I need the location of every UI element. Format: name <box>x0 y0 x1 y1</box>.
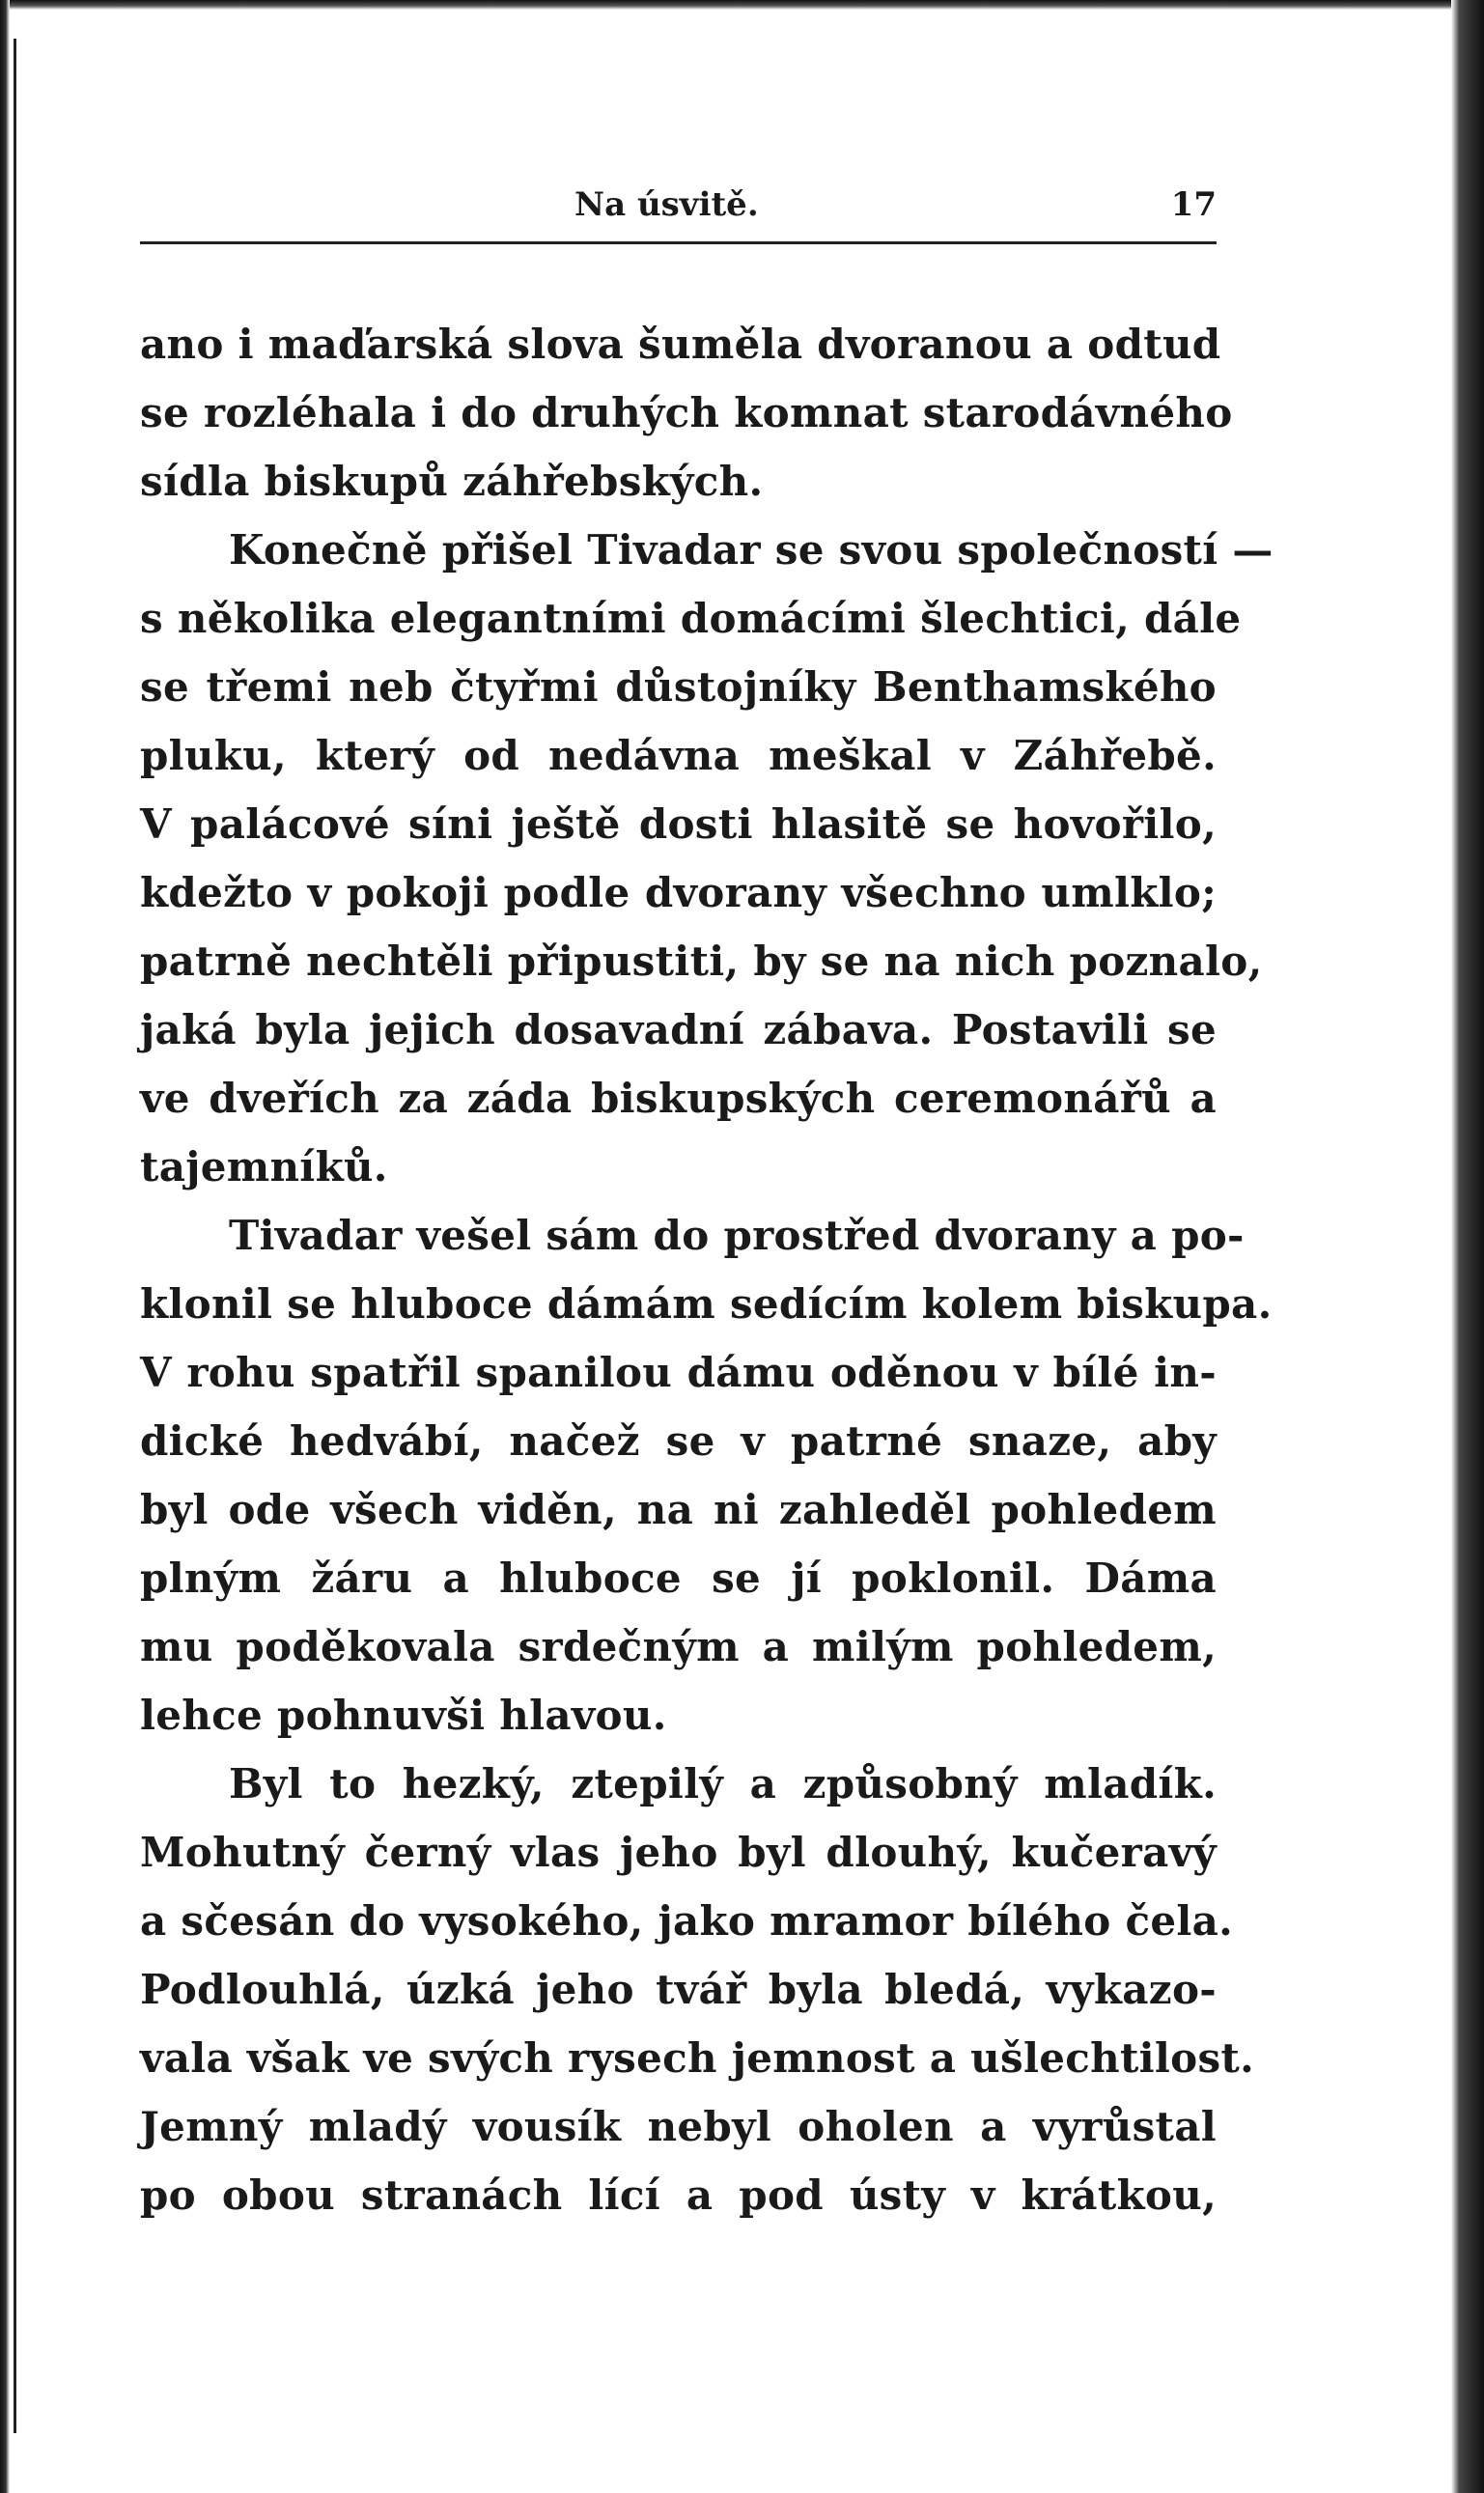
text-line: Byl to hezký, ztepilý a způsobný mladík. <box>229 1760 1217 1807</box>
text-line: Tivadar vešel sám do prostřed dvorany a po- <box>229 1212 1245 1259</box>
running-head <box>140 174 1217 232</box>
text-line: jaká byla jejich dosavadní zábava. Postavili se <box>140 1006 1217 1053</box>
scan-edge-right <box>1451 0 1484 2493</box>
text-line: ano i maďarská slova šuměla dvoranou a odtud <box>140 321 1221 368</box>
text-line: klonil se hluboce dámám sedícím kolem biskupa. <box>140 1280 1273 1328</box>
text-line: Podlouhlá, úzká jeho tvář byla bledá, vykazo- <box>140 1966 1217 2013</box>
text-line: sídla biskupů záhřebských. <box>140 458 764 505</box>
text-line: dické hedvábí, načež se v patrné snaze, aby <box>140 1417 1217 1465</box>
text-line: a sčesán do vysokého, jako mramor bílého čela. <box>140 1897 1234 1945</box>
text-line: byl ode všech viděn, na ni zahleděl pohledem <box>140 1486 1217 1533</box>
scan-edge-top <box>0 0 1484 10</box>
text-line: mu poděkovala srdečným a milým pohledem, <box>140 1623 1217 1670</box>
text-line: lehce pohnuvši hlavou. <box>140 1692 667 1739</box>
book-page <box>140 174 1274 2229</box>
text-line: V palácové síni ještě dosti hlasitě se hovořilo, <box>140 800 1217 848</box>
text-line: patrně nechtěli připustiti, by se na nich poznalo, <box>140 938 1263 985</box>
text-line: s několika elegantními domácími šlechtici, dále <box>140 595 1242 642</box>
scan-edge-left <box>0 0 10 2493</box>
header-rule <box>140 241 1217 244</box>
running-title: Na úsvitě. <box>574 185 759 224</box>
text-line: Konečně přišel Tivadar se svou společností — <box>229 526 1274 574</box>
text-line: Mohutný černý vlas jeho byl dlouhý, kučeravý <box>140 1829 1217 1876</box>
text-line: Jemný mladý vousík nebyl oholen a vyrůstal <box>140 2103 1217 2150</box>
page-number: 17 <box>1170 185 1217 224</box>
text-line: vala však ve svých rysech jemnost a ušlechtilost. <box>140 2034 1255 2082</box>
text-line: tajemníků. <box>140 1143 388 1190</box>
text-line: se rozléhala i do druhých komnat starodávného <box>140 389 1233 436</box>
body-text <box>140 310 1274 2229</box>
text-line: po obou stranách lící a pod ústy v krátkou, <box>140 2171 1217 2219</box>
text-line: ve dveřích za záda biskupských ceremonářů a <box>140 1075 1217 1122</box>
text-line: kdežto v pokoji podle dvorany všechno umlklo; <box>140 869 1217 916</box>
scan-edge-line <box>14 39 16 2433</box>
text-line: V rohu spatřil spanilou dámu oděnou v bílé in- <box>140 1349 1217 1396</box>
text-line: pluku, který od nedávna meškal v Záhřebě. <box>140 732 1217 779</box>
text-line: se třemi neb čtyřmi důstojníky Benthamského <box>140 663 1217 711</box>
text-line: plným žáru a hluboce se jí poklonil. Dáma <box>140 1555 1217 1602</box>
